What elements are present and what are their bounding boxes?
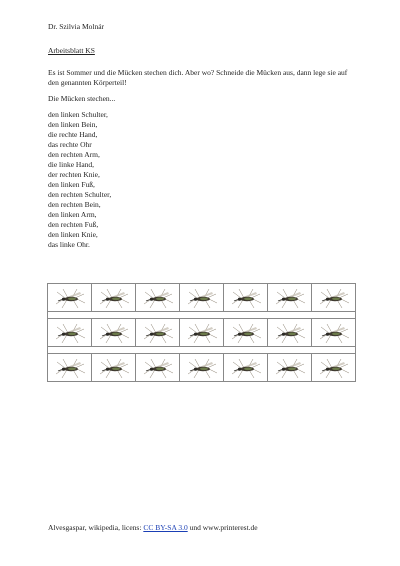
body-part-item: das linke Ohr. — [48, 240, 90, 249]
footer-credit — [48, 523, 258, 532]
footer-suffix: und www.printerest.de — [187, 523, 258, 532]
mosquito-cell — [268, 354, 312, 382]
grid-gap-row — [48, 312, 356, 319]
mosquito-icon — [229, 321, 263, 345]
mosquito-cell — [48, 354, 92, 382]
mosquito-icon — [273, 286, 307, 310]
mosquito-cell — [224, 354, 268, 382]
mosquito-cell — [92, 319, 136, 347]
body-part-item: den linken Bein, — [48, 120, 98, 129]
mosquito-icon — [185, 356, 219, 380]
grid-row — [48, 354, 356, 382]
body-part-item: die rechte Hand, — [48, 130, 98, 139]
mosquito-icon — [97, 356, 131, 380]
mosquito-icon — [317, 321, 351, 345]
mosquito-cell — [136, 319, 180, 347]
mosquito-cell — [224, 284, 268, 312]
footer-prefix: Alvesgaspar, wikipedia, licens: — [48, 523, 144, 532]
mosquito-icon — [229, 286, 263, 310]
mosquito-cell — [312, 284, 356, 312]
body-part-item: den linken Schulter, — [48, 110, 108, 119]
mosquito-icon — [53, 321, 87, 345]
mosquito-cell — [224, 319, 268, 347]
body-part-item: den rechten Fuß, — [48, 220, 99, 229]
mosquito-cell — [48, 284, 92, 312]
body-part-item: der rechten Knie, — [48, 170, 100, 179]
grid-gap-cell — [48, 312, 356, 319]
mosquito-icon — [97, 286, 131, 310]
mosquito-icon — [229, 356, 263, 380]
body-part-item: die linke Hand, — [48, 160, 95, 169]
mosquito-cell — [92, 354, 136, 382]
grid-row — [48, 284, 356, 312]
mosquito-cell — [268, 319, 312, 347]
worksheet-title: Arbeitsblatt KS — [48, 46, 95, 55]
body-part-item: den rechten Arm, — [48, 150, 100, 159]
mosquito-cell — [312, 319, 356, 347]
intro-text: Es ist Sommer und die Mücken stechen dich. Aber wo? Schneide die Mücken aus, dann lege sie auf den genannten Körperteil! — [48, 68, 348, 87]
mosquito-icon — [141, 321, 175, 345]
mosquito-icon — [53, 356, 87, 380]
mosquito-cell — [312, 354, 356, 382]
mosquito-icon — [97, 321, 131, 345]
mosquito-icon — [141, 356, 175, 380]
mosquito-icon — [141, 286, 175, 310]
list-lead: Die Mücken stechen... — [48, 94, 116, 103]
mosquito-icon — [53, 286, 87, 310]
mosquito-icon — [317, 286, 351, 310]
body-part-item: den linken Arm, — [48, 210, 97, 219]
mosquito-cutout-grid — [47, 283, 356, 382]
mosquito-icon — [273, 321, 307, 345]
body-part-item: den linken Fuß, — [48, 180, 95, 189]
mosquito-cell — [92, 284, 136, 312]
mosquito-cell — [180, 354, 224, 382]
mosquito-cell — [180, 284, 224, 312]
author-name: Dr. Szilvia Molnár — [48, 22, 105, 31]
mosquito-cell — [180, 319, 224, 347]
mosquito-icon — [273, 356, 307, 380]
grid-gap-cell — [48, 347, 356, 354]
body-part-item: den rechten Schulter, — [48, 190, 112, 199]
grid-gap-row — [48, 347, 356, 354]
body-part-item: den linken Knie, — [48, 230, 98, 239]
mosquito-icon — [185, 286, 219, 310]
license-link[interactable]: CC BY-SA 3.0 — [143, 523, 188, 532]
mosquito-cell — [136, 354, 180, 382]
body-part-item: den rechten Bein, — [48, 200, 101, 209]
grid-row — [48, 319, 356, 347]
mosquito-cell — [268, 284, 312, 312]
body-part-item: das rechte Ohr — [48, 140, 92, 149]
mosquito-cell — [48, 319, 92, 347]
mosquito-cell — [136, 284, 180, 312]
mosquito-icon — [185, 321, 219, 345]
mosquito-icon — [317, 356, 351, 380]
body-part-list — [48, 110, 111, 250]
